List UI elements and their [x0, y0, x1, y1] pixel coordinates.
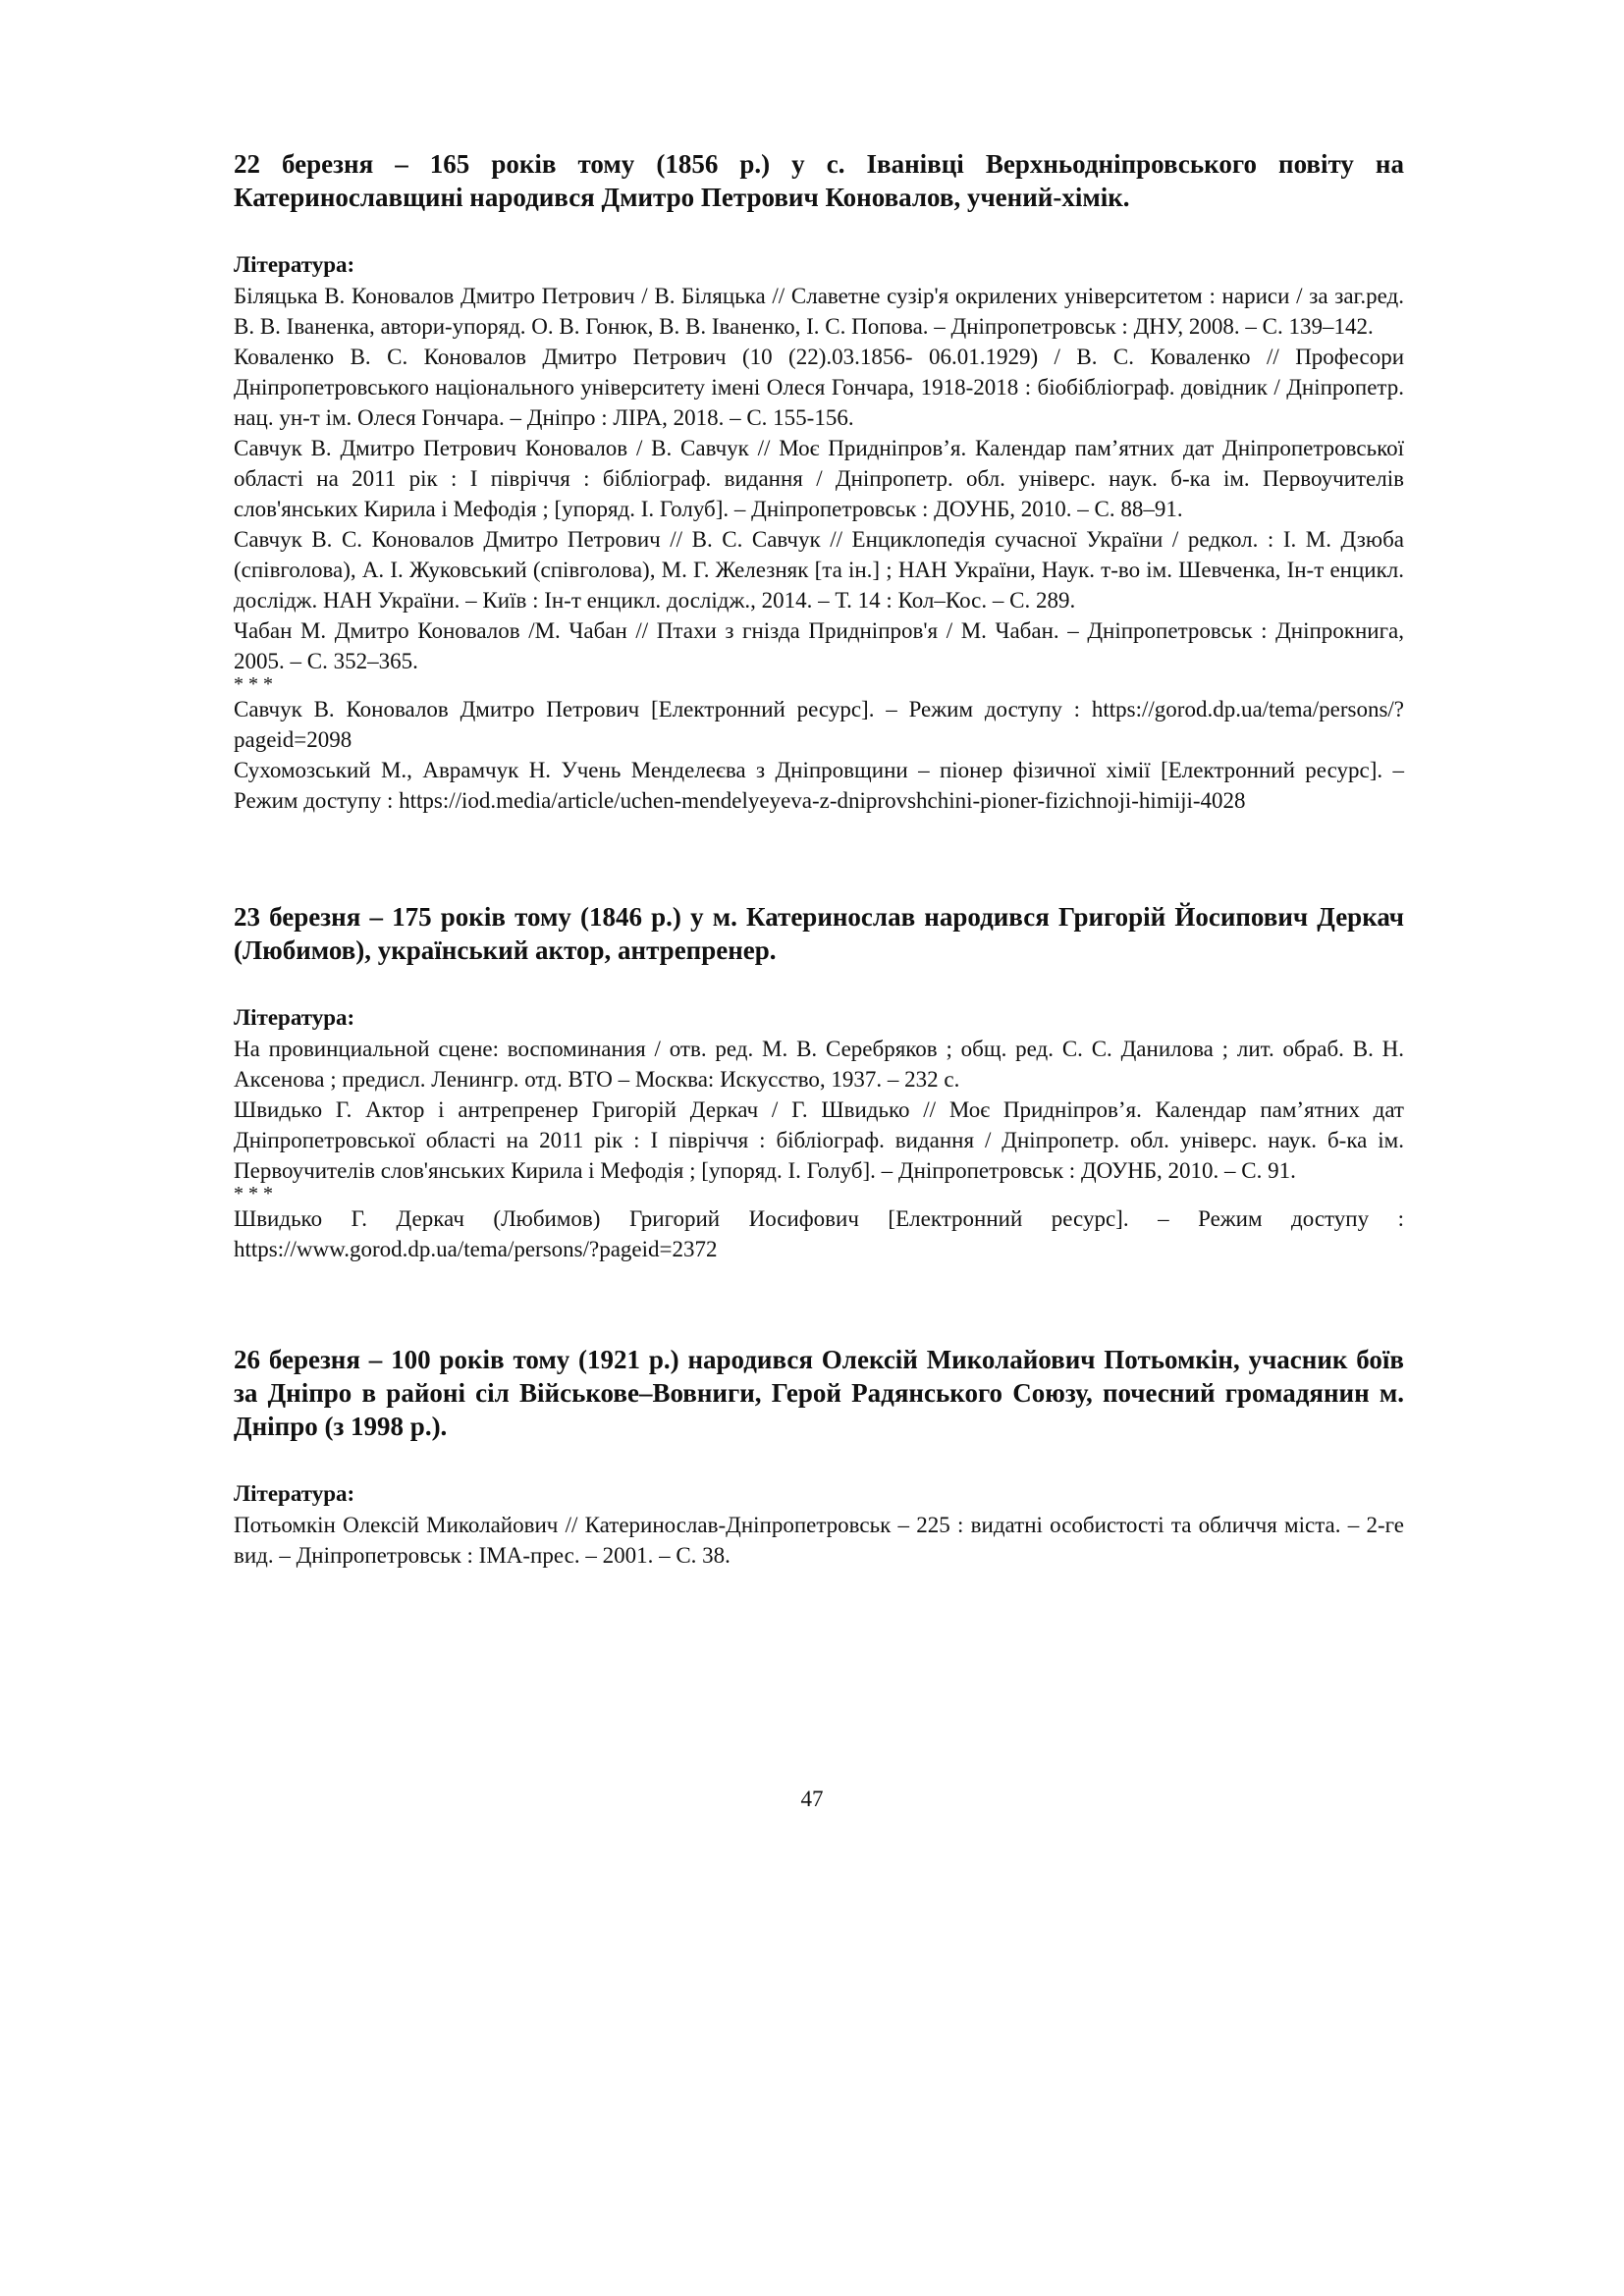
section-heading: 22 березня – 165 років тому (1856 р.) у с. Іванівці Верхньодніпровського повіту на Катеринославщині народився Дмитро Петрович Коновалов, учений-хімік. — [234, 149, 1404, 212]
web-resource-entry: Савчук В. Коновалов Дмитро Петрович [Електронний ресурс]. – Режим доступу : https://gorod.dp.ua/tema/persons/?pageid=2098 — [234, 697, 1404, 752]
bibliography-entry: Савчук В. С. Коновалов Дмитро Петрович // В. С. Савчук // Енциклопедія сучасної України / редкол. : І. М. Дзюба (співголова), А. І. Жуковський (співголова), М. Г. Железняк [та ін.] ; НАН України, Наук. т-во ім. Шевченка, Ін-т енцикл. дослідж. НАН України. – Київ : Ін-т енцикл. дослідж., 2014. – Т. 14 : Кол–Кос. – С. 289. — [234, 527, 1404, 613]
bibliography-entry: Потьомкін Олексій Миколайович // Катеринослав-Дніпропетровськ – 225 : видатні особистості та обличчя міста. – 2-ге вид. – Дніпропетровськ : ІМА-прес. – 2001. – С. 38. — [234, 1513, 1404, 1568]
bibliography-entry: На провинциальной сцене: воспоминания / отв. ред. М. В. Серебряков ; общ. ред. С. С. Данилова ; лит. обраб. В. Н. Аксенова ; предисл. Ленингр. отд. ВТО – Москва: Искусство, 1937. – 232 с. — [234, 1037, 1404, 1092]
separator-stars: * * * — [234, 1183, 273, 1204]
literature-label: Література: — [234, 252, 355, 277]
page-number: 47 — [800, 1787, 824, 1811]
web-resource-entry: Швидько Г. Деркач (Любимов) Григорий Иосифович [Електронний ресурс]. – Режим доступу : https://www.gorod.dp.ua/tema/persons/?pageid=2372 — [234, 1206, 1404, 1261]
bibliography-entry: Біляцька В. Коновалов Дмитро Петрович / В. Біляцька // Славетне сузір'я окрилених університетом : нариси / за заг.ред. В. В. Іваненка, автори-упоряд. О. В. Гонюк, В. В. Іваненко, І. С. Попова. – Дніпропетровськ : ДНУ, 2008. – С. 139–142. — [234, 284, 1404, 339]
web-resource-entry: Сухомозський М., Аврамчук Н. Учень Менделеєва з Дніпровщини – піонер фізичної хімії [Електронний ресурс]. – Режим доступу : https://iod.media/article/uchen-mendelyeyeva-z-dniprovshchini-pioner-fizichnoji-himiji-4028 — [234, 758, 1404, 813]
bibliography-entry: Чабан М. Дмитро Коновалов /М. Чабан // Птахи з гнізда Придніпров'я / М. Чабан. – Дніпропетровськ : Дніпрокнига, 2005. – С. 352–365. — [234, 618, 1404, 673]
separator-stars: * * * — [234, 673, 273, 695]
document-page — [234, 147, 1404, 1571]
literature-label: Література: — [234, 1481, 355, 1506]
bibliography-entry: Швидько Г. Актор і антрепренер Григорій Деркач / Г. Швидько // Моє Придніпров’я. Календар пам’ятних дат Дніпропетровської області на 2011 рік : І півріччя : бібліограф. видання / Дніпропетр. обл. універс. наук. б-ка ім. Первоучителів слов'янських Кирила і Мефодія ; [упоряд. І. Голуб]. – Дніпропетровськ : ДОУНБ, 2010. – С. 91. — [234, 1097, 1404, 1183]
anniversary-section-derkach — [234, 900, 1404, 1264]
anniversary-section-potomkin — [234, 1343, 1404, 1571]
literature-label: Література: — [234, 1005, 355, 1030]
anniversary-section-konovalov — [234, 147, 1404, 816]
section-heading: 23 березня – 175 років тому (1846 р.) у м. Катеринослав народився Григорій Йосипович Деркач (Любимов), український актор, антрепренер. — [234, 902, 1404, 965]
section-heading: 26 березня – 100 років тому (1921 р.) народився Олексій Миколайович Потьомкін, учасник боїв за Дніпро в районі сіл Військове–Вовниги, Герой Радянського Союзу, почесний громадянин м. Дніпро (з 1998 р.). — [234, 1345, 1404, 1441]
bibliography-entry: Коваленко В. С. Коновалов Дмитро Петрович (10 (22).03.1856- 06.01.1929) / В. С. Коваленко // Професори Дніпропетровського національного університету імені Олеся Гончара, 1918-2018 : біобібліограф. довідник / Дніпропетр. нац. ун-т ім. Олеся Гончара. – Дніпро : ЛІРА, 2018. – С. 155-156. — [234, 345, 1404, 430]
bibliography-entry: Савчук В. Дмитро Петрович Коновалов / В. Савчук // Моє Придніпров’я. Календар пам’ятних дат Дніпропетровської області на 2011 рік : І півріччя : бібліограф. видання / Дніпропетр. обл. універс. наук. б-ка ім. Первоучителів слов'янських Кирила і Мефодія ; [упоряд. І. Голуб]. – Дніпропетровськ : ДОУНБ, 2010. – С. 88–91. — [234, 436, 1404, 521]
